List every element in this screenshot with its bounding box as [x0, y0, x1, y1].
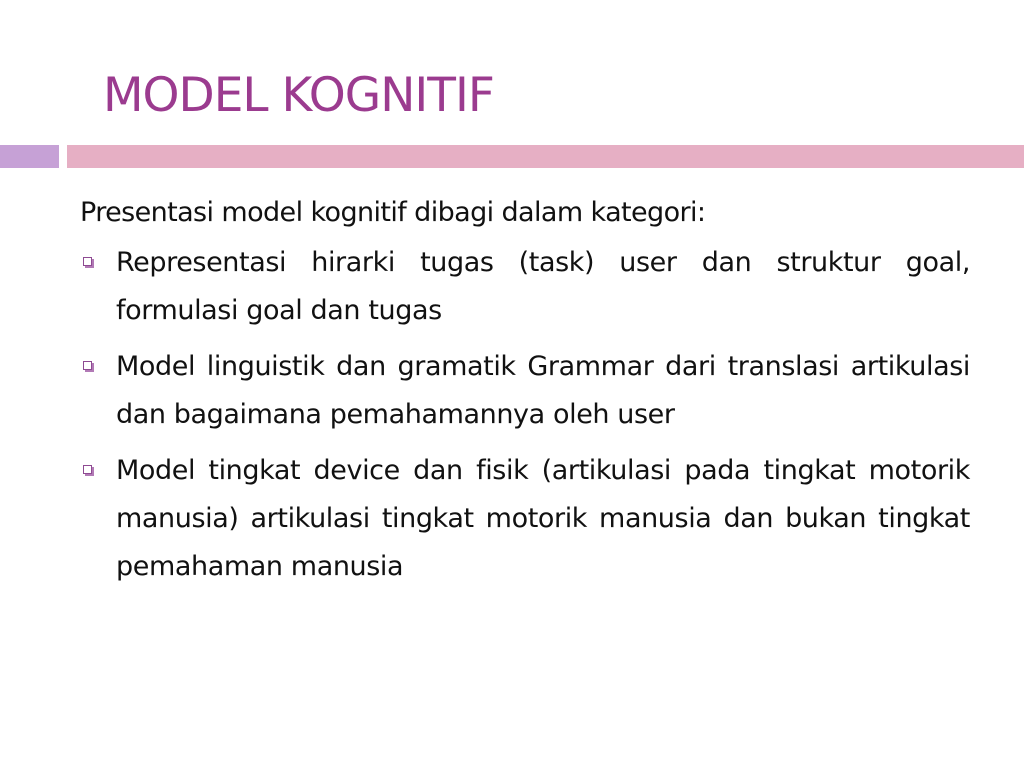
list-item: [80, 239, 970, 335]
bullet-list: [80, 239, 970, 591]
list-item: [80, 447, 970, 591]
list-item: [80, 343, 970, 439]
square-bullet-icon: [83, 361, 92, 370]
square-bullet-icon: [83, 465, 92, 474]
title-accent-bar-right: [67, 145, 1024, 168]
list-item-text: Model linguistik dan gramatik Grammar dari translasi artikulasi dan bagaimana pemahamannya oleh user: [116, 351, 970, 430]
slide-body: [80, 189, 970, 599]
list-item-text: Model tingkat device dan fisik (artikulasi pada tingkat motorik manusia) artikulasi tingkat motorik manusia dan bukan tingkat pemahaman manusia: [116, 455, 970, 582]
intro-text: Presentasi model kognitif dibagi dalam kategori:: [80, 197, 706, 228]
list-item-text: Representasi hirarki tugas (task) user dan struktur goal, formulasi goal dan tugas: [116, 247, 970, 326]
slide-title: MODEL KOGNITIF: [103, 68, 494, 123]
title-accent-bar-left: [0, 145, 59, 168]
square-bullet-icon: [83, 257, 92, 266]
